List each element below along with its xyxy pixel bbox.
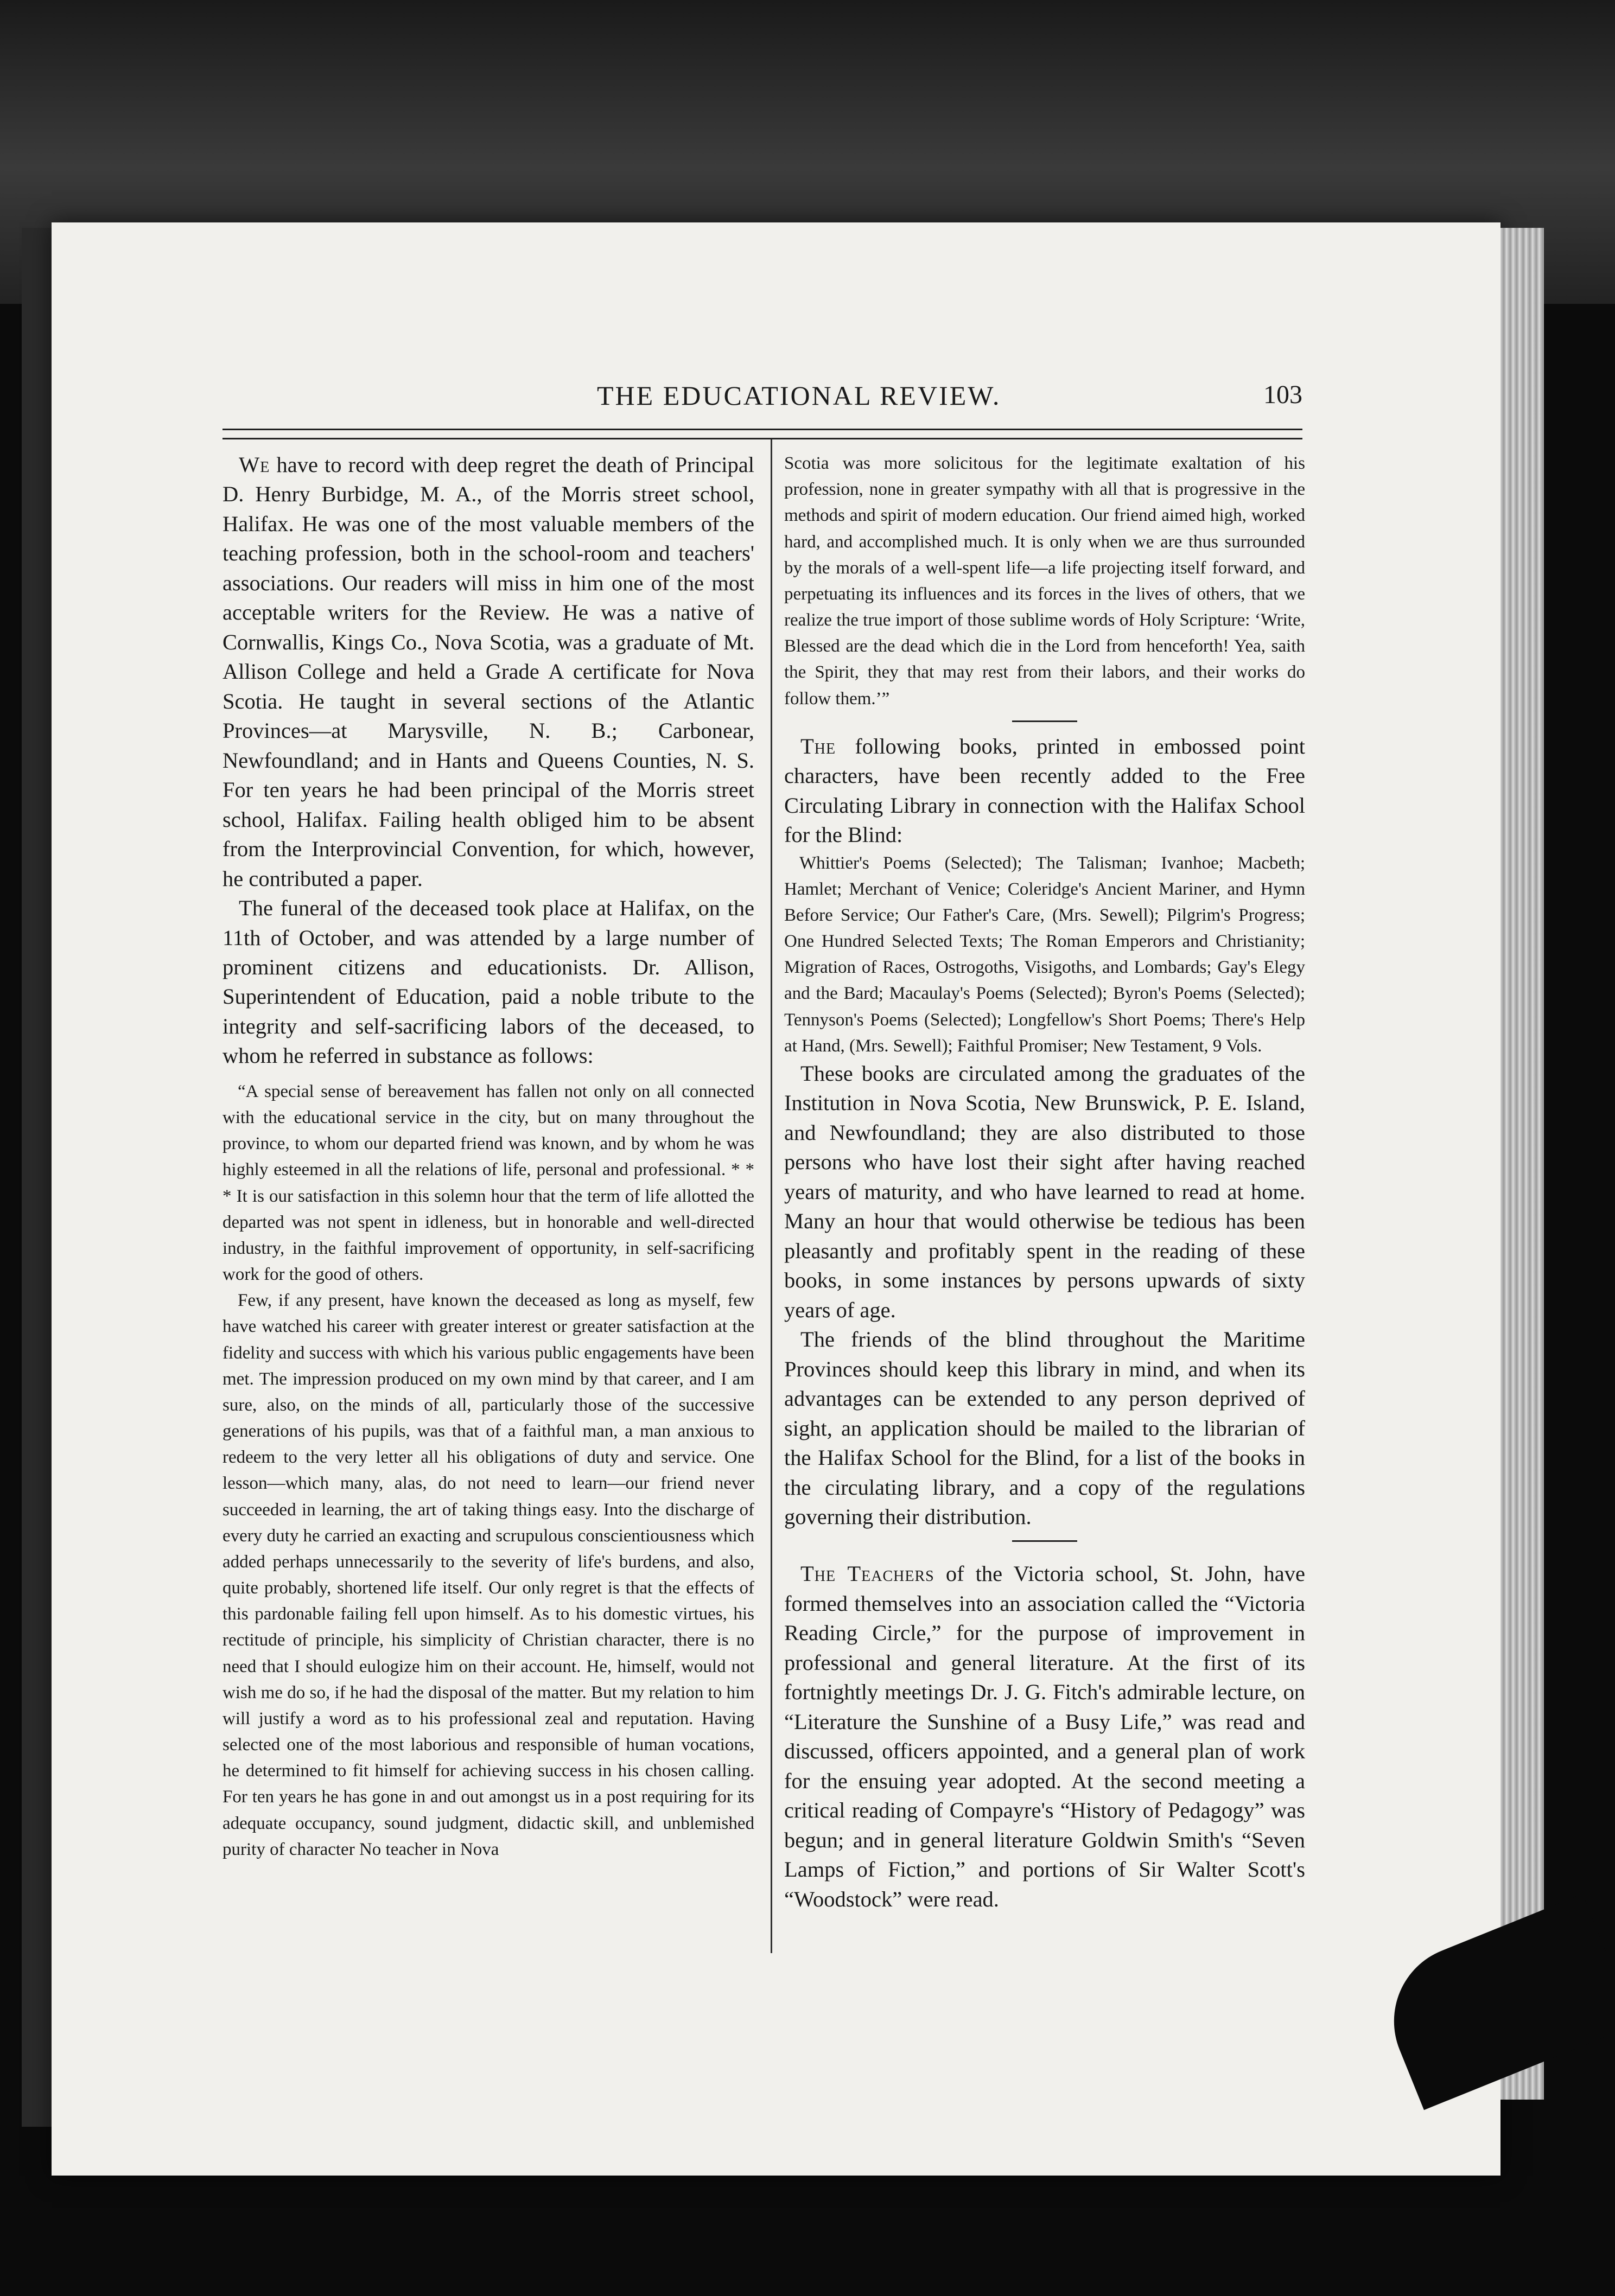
reading-circle-paragraph bbox=[784, 1559, 1305, 1914]
obituary-lead-word: We bbox=[239, 452, 270, 477]
reading-circle-lead-words: The Teachers bbox=[800, 1561, 934, 1586]
tribute-quote-paragraph-1: “A special sense of bereavement has fallen not only on all connected with the educational service in the city, but on many throughout the province, to whom our departed friend was known, and by whom he was highly esteemed in all the relations of life, personal and professional. * * * It is our satisfaction in this solemn hour that the term of life allotted the departed was not spent in idleness, but in honorable and well-directed industry, in the faithful improvement of opportunity, in self-sacrificing work for the good of others. bbox=[222, 1081, 754, 1285]
obituary-paragraph-1 bbox=[222, 450, 754, 894]
page-number: 103 bbox=[1263, 380, 1302, 409]
blind-library-paragraph-3: The friends of the blind throughout the Maritime Provinces should keep this library in mind, and when its advantages can be extended to any person deprived of sight, an application should be mailed to the librarian of the Halifax School for the Blind, for a list of the books in the circulating library, and a copy of the regulations governing their distribution. bbox=[784, 1327, 1305, 1529]
obituary-paragraph-2: The funeral of the deceased took place at Halifax, on the 11th of October, and was attended by a large number of prominent citizens and educationists. Dr. Allison, Superintendent of Education, paid a noble tribute to the integrity and self-sacrificing labors of the deceased, to whom he referred in substance as follows: bbox=[222, 896, 754, 1068]
embossed-book-list: Whittier's Poems (Selected); The Talisman; Ivanhoe; Macbeth; Hamlet; Merchant of Venice; Coleridge's Ancient Mariner, and Hymn Before Service; Our Father's Care, (Mrs. Sewell); Pilgrim's Progress; One Hundred Selected Texts; The Roman Emperors and Christianity; Migration of Races, Ostrogoths, Visigoths, and Lombards; Gay's Elegy and the Bard; Macaulay's Poems (Selected); Byron's Poems (Selected); Tennyson's Poems (Selected); Longfellow's Short Poems; There's Help at Hand, (Mrs. Sewell); Faithful Promiser; New Testament, 9 Vols. bbox=[784, 853, 1305, 1056]
running-head bbox=[222, 380, 1302, 423]
tribute-quote-continuation: Scotia was more solicitous for the legitimate exaltation of his profession, none in greater sympathy with all that is progressive in the methods and spirit of modern education. Our friend aimed high, worked hard, and accomplished much. It is only when we are thus surrounded by the morals of a well-spent life—a life projecting itself forward, and perpetuating its influences and its forces in the lives of others, that we realize the true import of those sublime words of Holy Scripture: ‘Write, Blessed are the dead which die in the Lord from henceforth! Yea, saith the Spirit, they that may rest from their labors, and their works do follow them.’” bbox=[784, 454, 1305, 709]
blind-library-paragraph-1 bbox=[784, 732, 1305, 850]
left-column bbox=[222, 450, 754, 1863]
blind-library-paragraph-2: These books are circulated among the graduates of the Institution in Nova Scotia, New Brunswick, P. E. Island, and Newfoundland; they are also distributed to those persons who have lost their sight after having reached years of maturity, and who have learned to read at home. Many an hour that would otherwise be tedious has been pleasantly and profitably spent in the reading of these books, in some instances by persons upwards of sixty years of age. bbox=[784, 1061, 1305, 1322]
obituary-text-1: have to record with deep regret the death of Principal D. Henry Burbidge, M. A., of the Morris street school, Halifax. He was one of the most valuable members of the teaching profession, both in the school-room and teachers' associations. Our readers will miss in him one of the most acceptable writers for the Review. He was a native of Cornwallis, Kings Co., Nova Scotia, was a graduate of Mt. Allison College and held a Grade A certificate for Nova Scotia. He taught in several sections of the Atlantic Provinces—at Marysville, N. B.; Carbonear, Newfoundland; and in Hants and Queens Counties, N. S. For ten years he had been principal of the Morris street school, Halifax. Failing health obliged him to be absent from the Interprovincial Convention, for which, however, he contributed a paper. bbox=[222, 452, 754, 891]
blind-library-text-1: following books, printed in embossed point characters, have been recently added to the Free Circulating Library in connection with the Halifax School for the Blind: bbox=[784, 734, 1306, 847]
reading-circle-text: of the Victoria school, St. John, have formed themselves into an association called the “Victoria Reading Circle,” for the purpose of improvement in professional and general literature. At the first of its fortnightly meetings Dr. J. G. Fitch's admirable lecture, on “Literature the Sunshine of a Busy Life,” was read and discussed, officers appointed, and a general plan of work for the ensuing year adopted. At the second meeting a critical reading of Compayre's “History of Pedagogy” was begun; and in general literature Goldwin Smith's “Seven Lamps of Fiction,” and portions of Sir Walter Scott's “Woodstock” were read. bbox=[784, 1561, 1305, 1911]
section-rule-2 bbox=[1012, 1540, 1077, 1542]
section-rule-1 bbox=[1012, 720, 1077, 722]
header-double-rule bbox=[222, 429, 1302, 439]
blind-library-lead-word: The bbox=[800, 734, 836, 758]
column-divider bbox=[771, 439, 772, 1953]
facing-page-edge bbox=[22, 228, 54, 2127]
tribute-quote-paragraph-2: Few, if any present, have known the deceased as long as myself, few have watched his career with greater interest or greater satisfaction at the fidelity and success with which his various public engagements have been met. The impression produced on my own mind by that career, and I am sure, also, on the minds of all, particularly those of the successive generations of his pupils, was that of a faithful man, a man anxious to redeem to the very letter all his obligations of duty and service. One lesson—which many, alas, do not need to learn—our friend never succeeded in learning, the art of taking things easy. Into the discharge of every duty he carried an exacting and scrupulous conscientiousness which added perhaps unnecessarily to the severity of life's burdens, and also, quite probably, shortened life itself. Our only regret is that the effects of this pardonable failing fell upon himself. As to his domestic virtues, his rectitude of principle, his simplicity of Christian character, there is no need that I should eulogize him on their account. He, himself, would not wish me do so, if he had the disposal of the matter. But my relation to him will justify a word as to his professional zeal and reputation. Having selected one of the most laborious and responsible of human vocations, he determined to fit himself for achieving success in his chosen calling. For ten years he has gone in and out amongst us in a post requiring for its adequate occupancy, sound judgment, didactic skill, and unblemished purity of character No teacher in Nova bbox=[222, 1291, 754, 1859]
journal-title: THE EDUCATIONAL REVIEW. bbox=[597, 380, 1001, 411]
book-page-edges bbox=[1500, 228, 1544, 2100]
right-column bbox=[784, 450, 1305, 1914]
